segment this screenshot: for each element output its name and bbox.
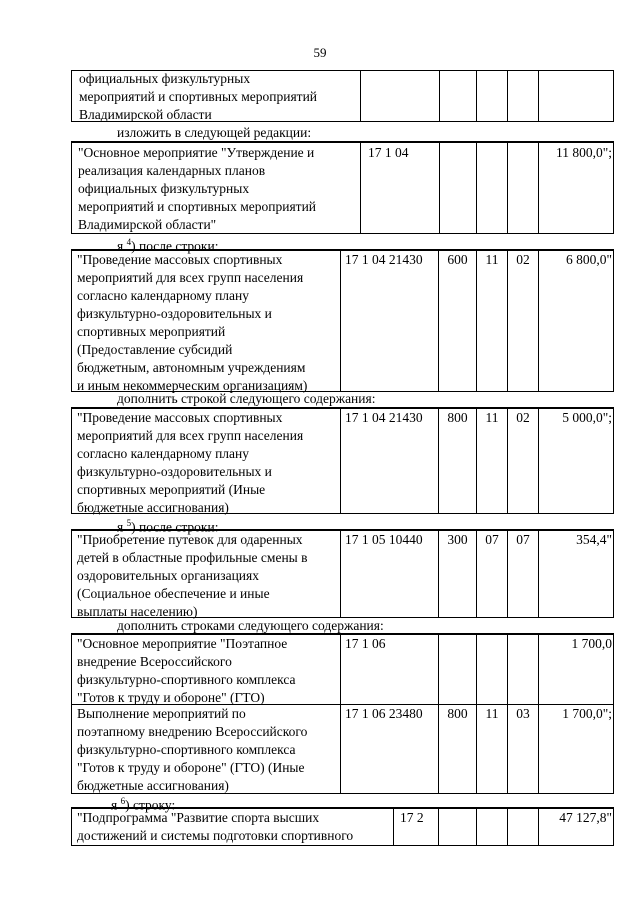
page-number: 59 [313,45,327,60]
row-sum: 47 127,8" [559,810,612,825]
row-text: официальных физкультурных мероприятий и спортивных мероприятий Владимирской области [79,71,318,122]
row-code: 17 1 04 21430 [345,410,423,425]
row-text: "Основное мероприятие "Поэтапное внедрение Всероссийского физкультурно-спортивного комплекса "Готов к труду и обороне" (ГТО) [77,636,296,705]
row-pr: 07 [516,532,530,547]
row-text: "Подпрограмма "Развитие спорта высших достижений и системы подготовки спортивного [77,810,354,843]
row-code: 17 1 06 [345,636,386,651]
row-sum: 1 700,0"; [562,706,612,721]
instruction-label: изложить в следующей редакции: [117,125,312,140]
row-rz: 07 [485,532,499,547]
row-pr: 02 [516,410,530,425]
row-text: "Проведение массовых спортивных мероприятий для всех групп населения согласно календарному плану физкультурно-оздоровительных и спортивных мероприятий (Предоставление субсидий бюджетным, автономным учреждениям и иным некоммерческим организациям) [77,252,308,393]
row-rz: 11 [485,706,499,721]
row-sum: 1 700,0 [571,636,612,651]
row-text: Выполнение мероприятий по поэтапному внедрению Всероссийского физкультурно-спортивного комплекса "Готов к труду и обороне" (ГТО) (Иные бюджетные ассигнования) [77,706,308,793]
instruction-label: дополнить строками следующего содержания: [117,618,384,633]
row-sum: 6 800,0" [565,252,612,267]
row-rz: 11 [485,252,499,267]
instruction-label: я $^6$) строку: [111,796,176,813]
instruction-label: я $^4$) после строки: [117,237,219,254]
row-vr: 800 [447,410,468,425]
row-code: 17 1 04 21430 [345,252,423,267]
row-code: 17 1 05 10440 [345,532,423,547]
row-text: "Основное мероприятие "Утверждение и реализация календарных планов официальных физкультурных мероприятий и спортивных мероприятий Владимирской области" [78,145,317,232]
row-pr: 02 [516,252,530,267]
row-rz: 11 [485,410,499,425]
row-text: "Приобретение путевок для одаренных детей в областные профильные смены в оздоровительных организациях (Социальное обеспечение и иные выплаты населению) [77,532,308,619]
instruction-label: я $^5$) после строки: [117,518,219,535]
row-code: 17 2 [400,810,424,825]
row-vr: 800 [447,706,468,721]
row-text: "Проведение массовых спортивных мероприятий для всех групп населения согласно календарному плану физкультурно-оздоровительных и спортивных мероприятий (Иные бюджетные ассигнования) [77,410,304,515]
row-vr: 600 [447,252,468,267]
row-pr: 03 [516,706,530,721]
row-sum: 11 800,0"; [555,145,612,160]
row-sum: 354,4" [576,532,612,547]
row-code: 17 1 04 [368,145,409,160]
instruction-label: дополнить строкой следующего содержания: [117,391,376,406]
row-sum: 5 000,0"; [562,410,612,425]
row-code: 17 1 06 23480 [345,706,423,721]
row-vr: 300 [447,532,468,547]
